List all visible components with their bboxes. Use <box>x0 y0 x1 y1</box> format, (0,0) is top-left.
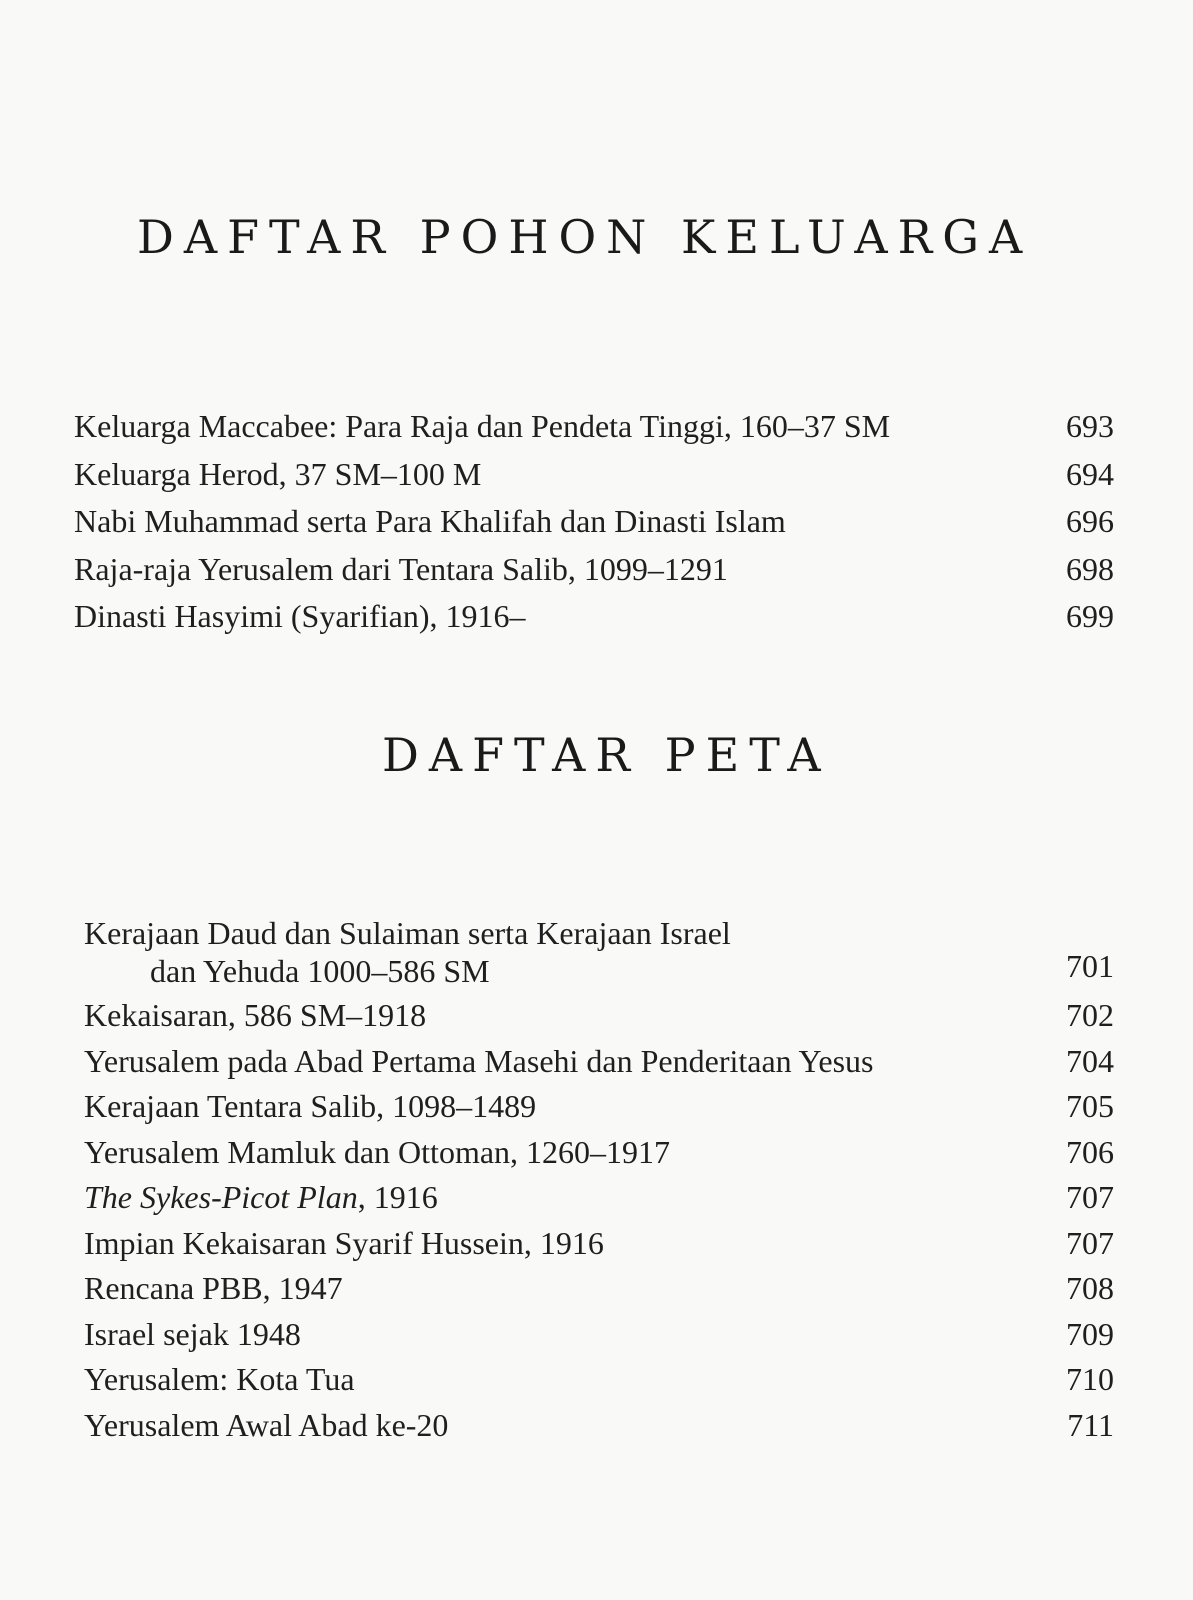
toc-entry <box>74 550 1114 601</box>
toc-entry <box>74 505 1114 553</box>
toc-entry <box>84 1315 1114 1364</box>
toc-entry-title: Keluarga Herod, 37 SM–100 M <box>74 455 482 492</box>
toc-entry <box>84 917 1114 999</box>
toc-entry-title-line2: dan Yehuda 1000–586 SM <box>150 953 490 989</box>
toc-entry-page: 707 <box>1066 1224 1114 1261</box>
toc-entry-title: Yerusalem pada Abad Pertama Masehi dan Penderitaan Yesus <box>84 1042 874 1079</box>
toc-entry-page: 710 <box>1066 1361 1114 1397</box>
toc-entry-page: 696 <box>1066 503 1114 539</box>
toc-entry-page: 701 <box>1066 948 1114 984</box>
toc-entry-title: Raja-raja Yerusalem dari Tentara Salib, 1099–1291 <box>74 550 728 587</box>
toc-entry-title <box>84 1181 438 1213</box>
toc-entry-title: Yerusalem: Kota Tua <box>84 1361 355 1397</box>
toc-entry-page: 704 <box>1066 1042 1114 1079</box>
toc-entry-page: 709 <box>1066 1315 1114 1352</box>
maps-heading: DAFTAR PETA <box>382 728 831 782</box>
toc-entry <box>74 410 1114 458</box>
toc-entry-page: 706 <box>1066 1133 1114 1170</box>
toc-entry-page: 693 <box>1066 408 1114 444</box>
toc-entry <box>84 1181 1114 1227</box>
maps-list <box>84 917 1114 1454</box>
toc-entry-title: Impian Kekaisaran Syarif Hussein, 1916 <box>84 1224 604 1261</box>
toc-entry-title-italic: The Sykes-Picot Plan <box>84 1179 358 1215</box>
toc-entry <box>84 999 1114 1045</box>
toc-entry-page: 694 <box>1066 455 1114 492</box>
toc-entry-page: 699 <box>1066 598 1114 634</box>
toc-entry <box>84 1272 1114 1318</box>
toc-entry-title: Yerusalem Mamluk dan Ottoman, 1260–1917 <box>84 1133 671 1170</box>
toc-entry-page: 707 <box>1066 1179 1114 1215</box>
toc-entry-page: 708 <box>1066 1270 1114 1306</box>
toc-entry <box>74 600 1114 648</box>
toc-entry-title: Kekaisaran, 586 SM–1918 <box>84 997 427 1033</box>
toc-entry-title-rest: , 1916 <box>357 1179 438 1215</box>
toc-entry <box>84 1133 1114 1182</box>
toc-entry-title <box>84 917 731 987</box>
toc-entry-title: Nabi Muhammad serta Para Khalifah dan Dinasti Islam <box>74 503 786 539</box>
toc-entry-page: 711 <box>1067 1406 1114 1443</box>
toc-entry-title-line1: Kerajaan Daud dan Sulaiman serta Kerajaan Israel <box>84 915 731 951</box>
family-trees-list <box>74 410 1114 648</box>
family-trees-heading: DAFTAR POHON KELUARGA <box>137 210 1033 264</box>
toc-entry <box>84 1406 1114 1455</box>
toc-entry-title: Rencana PBB, 1947 <box>84 1270 343 1306</box>
toc-entry-title: Kerajaan Tentara Salib, 1098–1489 <box>84 1088 537 1124</box>
toc-entry-page: 702 <box>1066 997 1114 1033</box>
toc-entry <box>74 455 1114 506</box>
toc-entry <box>84 1224 1114 1273</box>
toc-entry-page: 698 <box>1066 550 1114 587</box>
toc-entry-title: Israel sejak 1948 <box>84 1315 301 1352</box>
toc-entry-title: Keluarga Maccabee: Para Raja dan Pendeta Tinggi, 160–37 SM <box>74 408 891 444</box>
toc-entry <box>84 1090 1114 1136</box>
toc-entry-page: 705 <box>1066 1088 1114 1124</box>
toc-entry-title: Yerusalem Awal Abad ke-20 <box>84 1406 449 1443</box>
toc-entry-title: Dinasti Hasyimi (Syarifian), 1916– <box>74 598 526 634</box>
toc-entry <box>84 1042 1114 1091</box>
toc-entry <box>84 1363 1114 1409</box>
